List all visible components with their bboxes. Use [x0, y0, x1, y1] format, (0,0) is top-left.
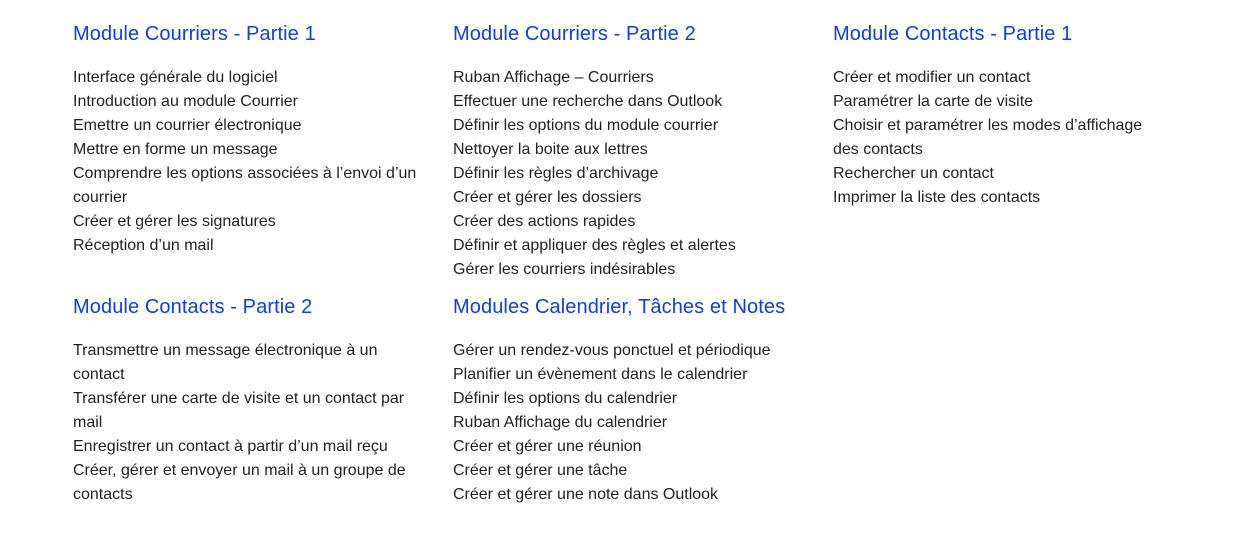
list-item: Créer et modifier un contact	[833, 69, 1031, 86]
list-item: Introduction au module Courrier	[73, 93, 299, 110]
list-item: Définir les options du module courrier	[453, 117, 719, 134]
topic-list	[73, 66, 433, 258]
module-title: Modules Calendrier, Tâches et Notes	[453, 296, 786, 318]
topic-list	[453, 339, 813, 507]
list-item: Créer et gérer les dossiers	[453, 189, 642, 206]
list-item: Transmettre un message électronique à un contact	[73, 342, 378, 383]
list-item: Mettre en forme un message	[73, 141, 278, 158]
module-title: Module Courriers - Partie 1	[73, 23, 316, 45]
module-title: Module Contacts - Partie 1	[833, 23, 1073, 45]
list-item: Définir les options du calendrier	[453, 390, 678, 407]
list-item: Créer, gérer et envoyer un mail à un groupe de contacts	[73, 462, 406, 503]
topic-list	[833, 66, 1163, 210]
list-item: Gérer les courriers indésirables	[453, 261, 676, 278]
topic-list	[453, 66, 813, 282]
list-item: Imprimer la liste des contacts	[833, 189, 1041, 206]
list-item: Ruban Affichage du calendrier	[453, 414, 668, 431]
list-item: Transférer une carte de visite et un contact par mail	[73, 390, 405, 431]
list-item: Créer des actions rapides	[453, 213, 636, 230]
list-item: Emettre un courrier électronique	[73, 117, 302, 134]
module-contacts-partie-2	[73, 294, 418, 507]
list-item: Rechercher un contact	[833, 165, 994, 182]
list-item: Réception d’un mail	[73, 237, 214, 254]
modules-calendrier-taches-notes	[453, 294, 813, 507]
list-item: Définir les règles d’archivage	[453, 165, 659, 182]
list-item: Créer et gérer une tâche	[453, 462, 628, 479]
list-item: Comprendre les options associées à l’envoi d’un courrier	[73, 165, 417, 206]
module-title: Module Contacts - Partie 2	[73, 296, 313, 318]
module-courriers-partie-2	[453, 21, 813, 282]
module-title: Module Courriers - Partie 2	[453, 23, 696, 45]
list-item: Nettoyer la boite aux lettres	[453, 141, 648, 158]
module-contacts-partie-1	[833, 21, 1163, 210]
list-item: Gérer un rendez-vous ponctuel et périodique	[453, 342, 771, 359]
list-item: Enregistrer un contact à partir d’un mail reçu	[73, 438, 388, 455]
module-courriers-partie-1	[73, 21, 433, 258]
list-item: Paramétrer la carte de visite	[833, 93, 1034, 110]
list-item: Ruban Affichage – Courriers	[453, 69, 654, 86]
list-item: Effectuer une recherche dans Outlook	[453, 93, 723, 110]
list-item: Choisir et paramétrer les modes d’affichage des contacts	[833, 117, 1143, 158]
list-item: Interface générale du logiciel	[73, 69, 278, 86]
list-item: Planifier un évènement dans le calendrier	[453, 366, 748, 383]
list-item: Créer et gérer une note dans Outlook	[453, 486, 719, 503]
topic-list	[73, 339, 418, 507]
list-item: Définir et appliquer des règles et alertes	[453, 237, 736, 254]
list-item: Créer et gérer les signatures	[73, 213, 276, 230]
list-item: Créer et gérer une réunion	[453, 438, 642, 455]
